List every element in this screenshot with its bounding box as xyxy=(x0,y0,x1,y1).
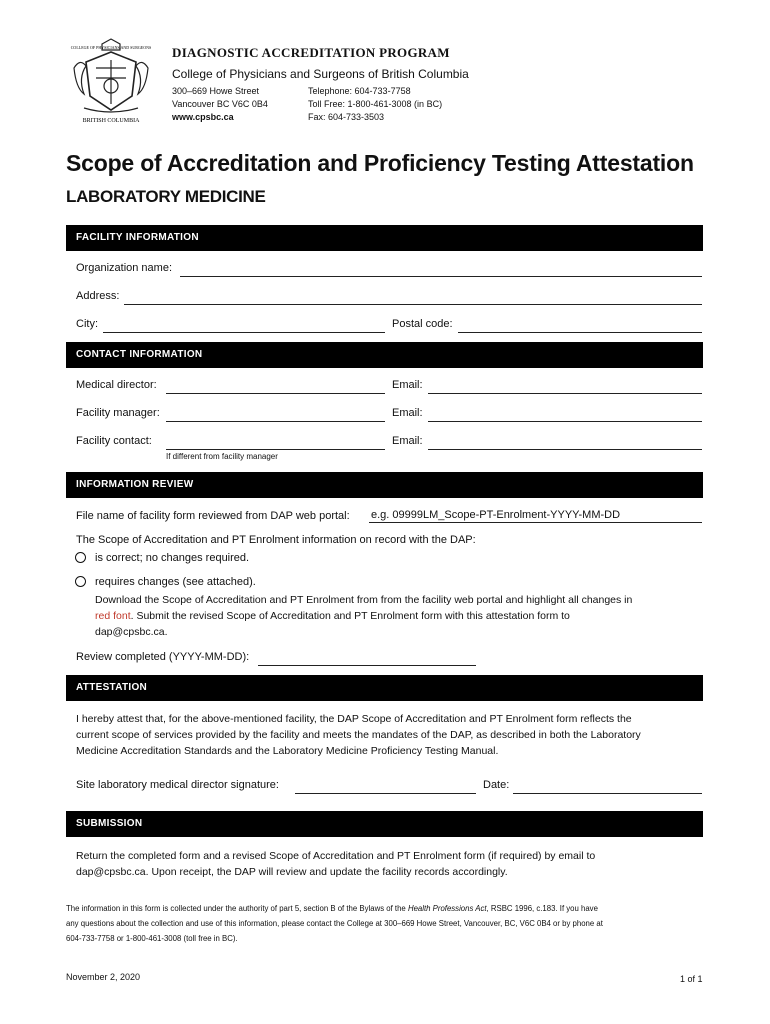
option-changes-radio[interactable] xyxy=(75,576,86,587)
privacy-line-1 xyxy=(66,901,711,916)
medical-director-label: Medical director: xyxy=(76,379,157,391)
mailing-address xyxy=(172,85,268,124)
act-name: Health Professions Act xyxy=(407,904,487,913)
form-subtitle: LABORATORY MEDICINE xyxy=(66,187,266,206)
contact-email-label: Email: xyxy=(392,435,423,447)
privacy-line-1a: The information in this form is collected under the authority of part 5, section B of the Bylaws of the xyxy=(66,904,408,913)
dap-email-link[interactable]: dap@cpsbc.ca. xyxy=(95,626,168,638)
option-changes-label: requires changes (see attached). xyxy=(95,576,256,588)
signature-field[interactable] xyxy=(295,779,476,794)
file-name-field[interactable] xyxy=(369,508,702,523)
change-instructions xyxy=(95,592,707,640)
facility-contact-field[interactable] xyxy=(166,435,385,450)
revision-date: November 2, 2020 xyxy=(66,972,141,982)
instructions-line-1: Download the Scope of Accreditation and PT Enrolment from from the facility web portal and highlight all changes in xyxy=(95,594,633,606)
form-title: Scope of Accreditation and Proficiency Testing Attestation xyxy=(66,150,694,176)
privacy-notice xyxy=(66,901,711,946)
manager-email-field[interactable] xyxy=(428,407,702,422)
review-completed-field[interactable] xyxy=(258,651,476,666)
program-name: DIAGNOSTIC ACCREDITATION PROGRAM xyxy=(172,45,450,60)
review-intro: The Scope of Accreditation and PT Enrolment information on record with the DAP: xyxy=(76,534,476,546)
address-line-2: Vancouver BC V6C 0B4 xyxy=(172,99,268,109)
attestation-line-1: I hereby attest that, for the above-mentioned facility, the DAP Scope of Accreditation and PT Enrolment form reflects the xyxy=(76,713,632,725)
contact-numbers xyxy=(308,85,442,124)
submission-instructions xyxy=(76,848,706,880)
organization-name-label: Organization name: xyxy=(76,262,172,274)
privacy-line-2: any questions about the collection and use of this information, please contact the College at 300–669 Howe Street, Vancouver, BC, V6C 0B4 or by phone at xyxy=(66,919,603,928)
telephone: Telephone: 604-733-7758 xyxy=(308,86,411,96)
attestation-statement xyxy=(76,711,706,759)
date-field[interactable] xyxy=(513,779,702,794)
page-number: 1 of 1 xyxy=(680,974,703,984)
medical-director-field[interactable] xyxy=(166,379,385,394)
director-email-label: Email: xyxy=(392,379,423,391)
postal-code-label: Postal code: xyxy=(392,318,453,330)
toll-free: Toll Free: 1-800-461-3008 (in BC) xyxy=(308,99,443,109)
attestation-line-2: current scope of services provided by the facility and meets the mandates of the DAP, as described in both the Laboratory xyxy=(76,729,641,741)
option-correct-label: is correct; no changes required. xyxy=(95,552,250,564)
crest-motto-top: COLLEGE OF PHYSICIANS AND SURGEONS xyxy=(70,45,152,50)
attestation-line-3: Medicine Accreditation Standards and the Laboratory Medicine Proficiency Testing Manual. xyxy=(76,745,499,757)
contact-email-field[interactable] xyxy=(428,435,702,450)
college-name: College of Physicians and Surgeons of British Columbia xyxy=(172,67,469,81)
review-completed-label: Review completed (YYYY-MM-DD): xyxy=(76,651,250,663)
director-email-field[interactable] xyxy=(428,379,702,394)
college-crest-logo xyxy=(66,38,156,124)
instructions-line-2 xyxy=(95,608,707,624)
section-header-submission: SUBMISSION xyxy=(66,811,703,837)
crest-motto-bottom: BRITISH COLUMBIA xyxy=(82,118,140,124)
fax: Fax: 604-733-3503 xyxy=(308,112,385,122)
facility-manager-field[interactable] xyxy=(166,407,385,422)
postal-code-field[interactable] xyxy=(458,318,702,333)
instructions-line-2-rest: . Submit the revised Scope of Accreditation and PT Enrolment form with this attestation form to xyxy=(130,610,570,622)
address-line-1: 300–669 Howe Street xyxy=(172,86,260,96)
city-label: City: xyxy=(76,318,98,330)
section-header-facility: FACILITY INFORMATION xyxy=(66,225,703,251)
address-field[interactable] xyxy=(124,290,702,305)
manager-email-label: Email: xyxy=(392,407,423,419)
section-header-attestation: ATTESTATION xyxy=(66,675,703,701)
file-name-example: e.g. 09999LM_Scope-PT-Enrolment-YYYY-MM-DD xyxy=(371,509,621,521)
signature-label: Site laboratory medical director signature: xyxy=(76,779,279,791)
privacy-line-1b: , RSBC 1996, c.183. If you have xyxy=(486,904,598,913)
organization-name-field[interactable] xyxy=(180,262,702,277)
facility-contact-note: If different from facility manager xyxy=(166,452,278,461)
facility-contact-label: Facility contact: xyxy=(76,435,152,447)
city-field[interactable] xyxy=(103,318,385,333)
address-label: Address: xyxy=(76,290,120,302)
red-font-text: red font xyxy=(95,610,131,622)
submission-line-2: dap@cpsbc.ca. Upon receipt, the DAP will review and update the facility records accordingly. xyxy=(76,866,508,878)
privacy-line-3: 604-733-7758 or 1-800-461-3008 (toll free in BC). xyxy=(66,934,238,943)
file-name-label: File name of facility form reviewed from DAP web portal: xyxy=(76,510,350,522)
date-label: Date: xyxy=(483,779,510,791)
section-header-contact: CONTACT INFORMATION xyxy=(66,342,703,368)
section-header-review: INFORMATION REVIEW xyxy=(66,472,703,498)
website-link[interactable]: www.cpsbc.ca xyxy=(172,112,234,122)
option-correct-radio[interactable] xyxy=(75,552,86,563)
submission-line-1: Return the completed form and a revised Scope of Accreditation and PT Enrolment form (if required) by email to xyxy=(76,850,596,862)
facility-manager-label: Facility manager: xyxy=(76,407,160,419)
